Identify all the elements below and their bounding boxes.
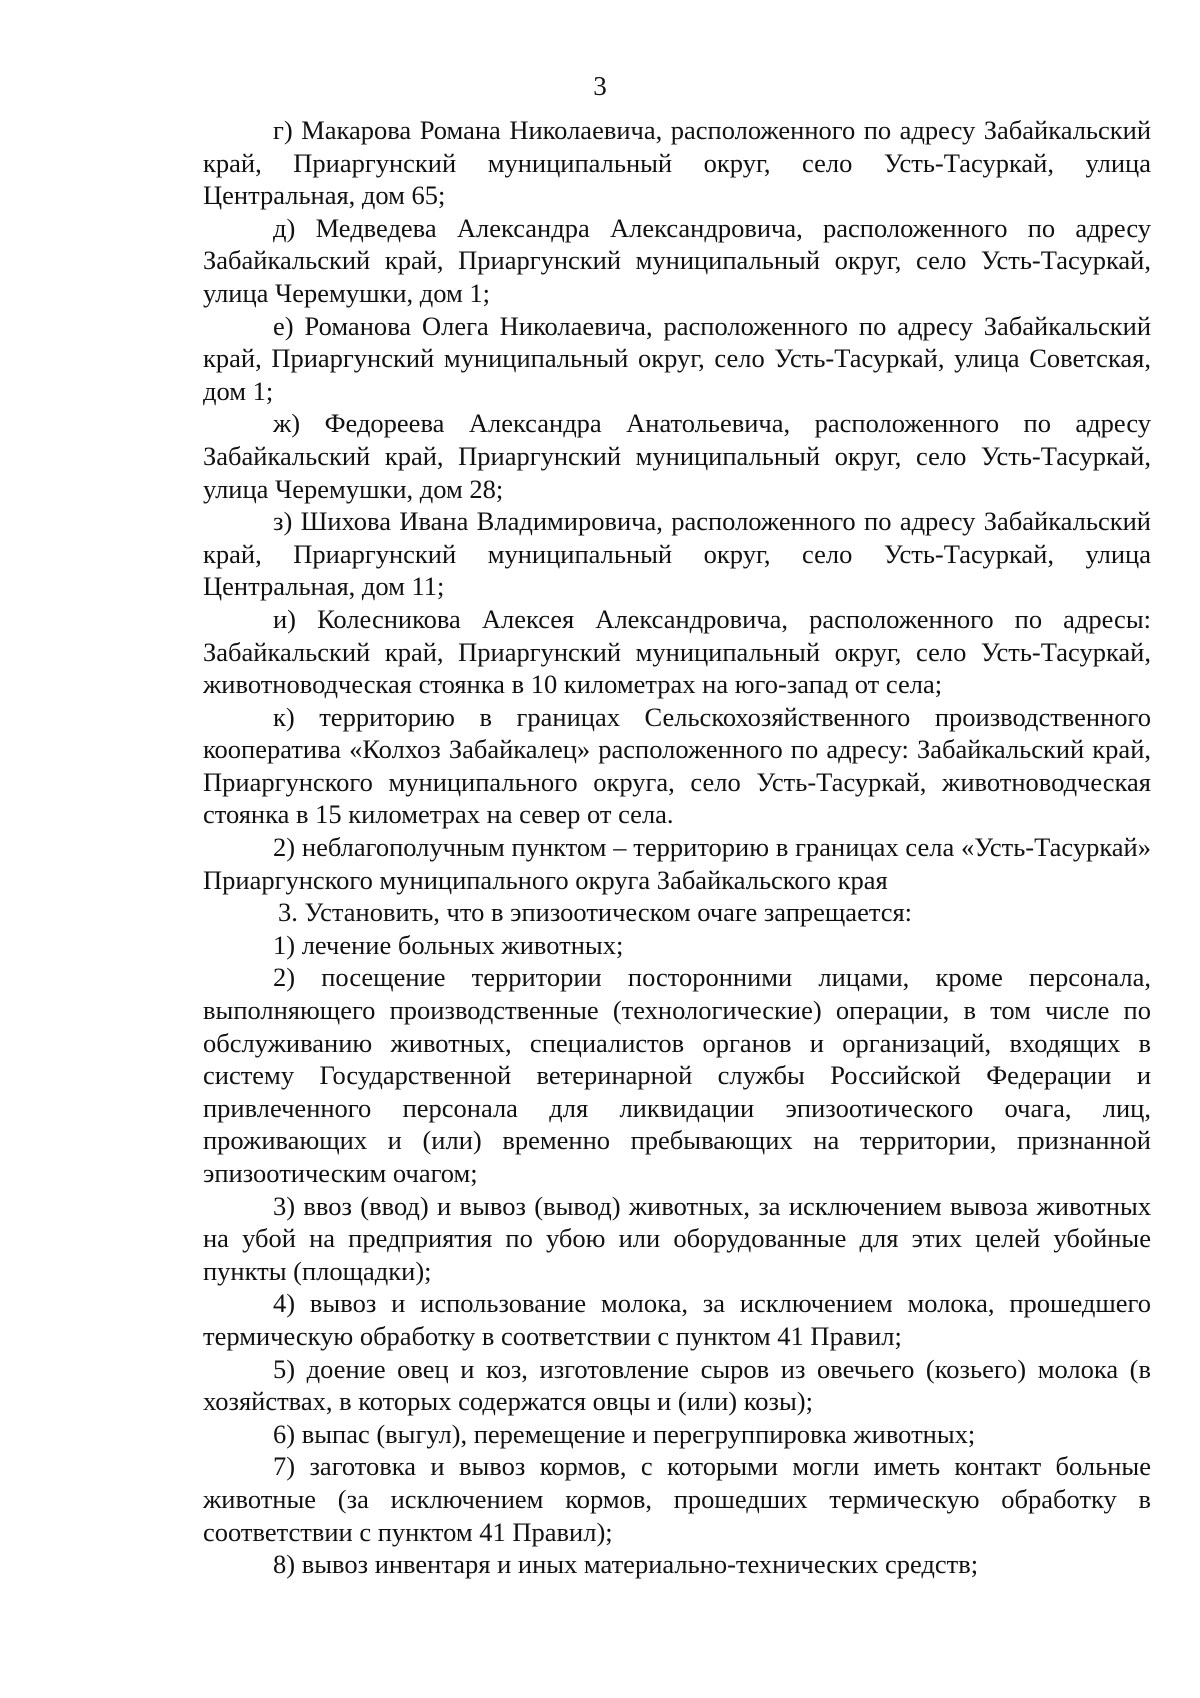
paragraph-prohibition-2: 2) посещение территории посторонними лицами, кроме персонала, выполняющего производственные (технологические) операции, в том числе по обслуживанию животных, специалистов органов и организаций, входящих в систему Государственной ветеринарной службы Российской Федерации и привлеченного персонала для ликвидации эпизоотического очага, лиц, проживающих и (или) временно пребывающих на территории, признанной эпизоотическим очагом;	[203, 962, 1151, 1188]
paragraph-zh-fedoreev: ж) Федореева Александра Анатольевича, расположенного по адресу Забайкальский край, Приаргунский муниципальный округ, село Усть-Тасуркай, улица Черемушки, дом 28;	[203, 408, 1151, 504]
paragraph-prohibition-3: 3) ввоз (ввод) и вывоз (вывод) животных, за исключением вывоза животных на убой на предприятия по убою или оборудованные для этих целей убойные пункты (площадки);	[203, 1190, 1151, 1286]
paragraph-prohibition-8: 8) вывоз инвентаря и иных материально-технических средств;	[273, 1549, 979, 1580]
paragraph-d-medvedev: д) Медведева Александра Александровича, расположенного по адресу Забайкальский край, Приаргунский муниципальный округ, село Усть-Тасуркай, улица Черемушки, дом 1;	[203, 212, 1151, 308]
paragraph-e-romanov: е) Романова Олега Николаевича, расположенного по адресу Забайкальский край, Приаргунский муниципальный округ, село Усть-Тасуркай, улица Советская, дом 1;	[203, 310, 1151, 406]
paragraph-prohibition-6: 6) выпас (выгул), перемещение и перегруппировка животных;	[273, 1418, 976, 1449]
page-number: 3	[593, 71, 607, 101]
paragraph-prohibition-5: 5) доение овец и коз, изготовление сыров из овечьего (козьего) молока (в хозяйствах, в которых содержатся овцы и (или) козы);	[203, 1353, 1151, 1417]
paragraph-prohibition-7: 7) заготовка и вывоз кормов, с которыми могли иметь контакт больные животные (за исключением кормов, прошедших термическую обработку в соответствии с пунктом 41 Правил);	[203, 1451, 1151, 1547]
paragraph-prohibition-4: 4) вывоз и использование молока, за исключением молока, прошедшего термическую обработку в соответствии с пунктом 41 Правил;	[203, 1288, 1151, 1351]
paragraph-k-kolkhoz: к) территорию в границах Сельскохозяйственного производственного кооператива «Колхоз Забайкалец» расположенного по адресу: Забайкальский край, Приаргунского муниципального округа, село Усть-Тасуркай, животноводческая стоянка в 15 километрах на север от села.	[203, 701, 1151, 830]
paragraph-prohibition-1: 1) лечение больных животных;	[273, 929, 624, 960]
paragraph-g-makarov: г) Макарова Романа Николаевича, расположенного по адресу Забайкальский край, Приаргунский муниципальный округ, село Усть-Тасуркай, улица Центральная, дом 65;	[203, 115, 1151, 211]
paragraph-i-kolesnikov: и) Колесникова Алексея Александровича, расположенного по адресы: Забайкальский край, Приаргунский муниципальный округ, село Усть-Тасуркай, животноводческая стоянка в 10 километрах на юго-запад от села;	[203, 603, 1151, 700]
paragraph-z-shikhov: з) Шихова Ивана Владимировича, расположенного по адресу Забайкальский край, Приаргунский муниципальный округ, село Усть-Тасуркай, улица Центральная, дом 11;	[203, 506, 1151, 602]
document-body	[203, 114, 1151, 1581]
paragraph-section-3-heading: 3. Установить, что в эпизоотическом очаге запрещается:	[278, 897, 913, 928]
paragraph-unfavorable-point: 2) неблагополучным пунктом – территорию в границах села «Усть-Тасуркай» Приаргунского муниципального округа Забайкальского края	[203, 832, 1151, 895]
